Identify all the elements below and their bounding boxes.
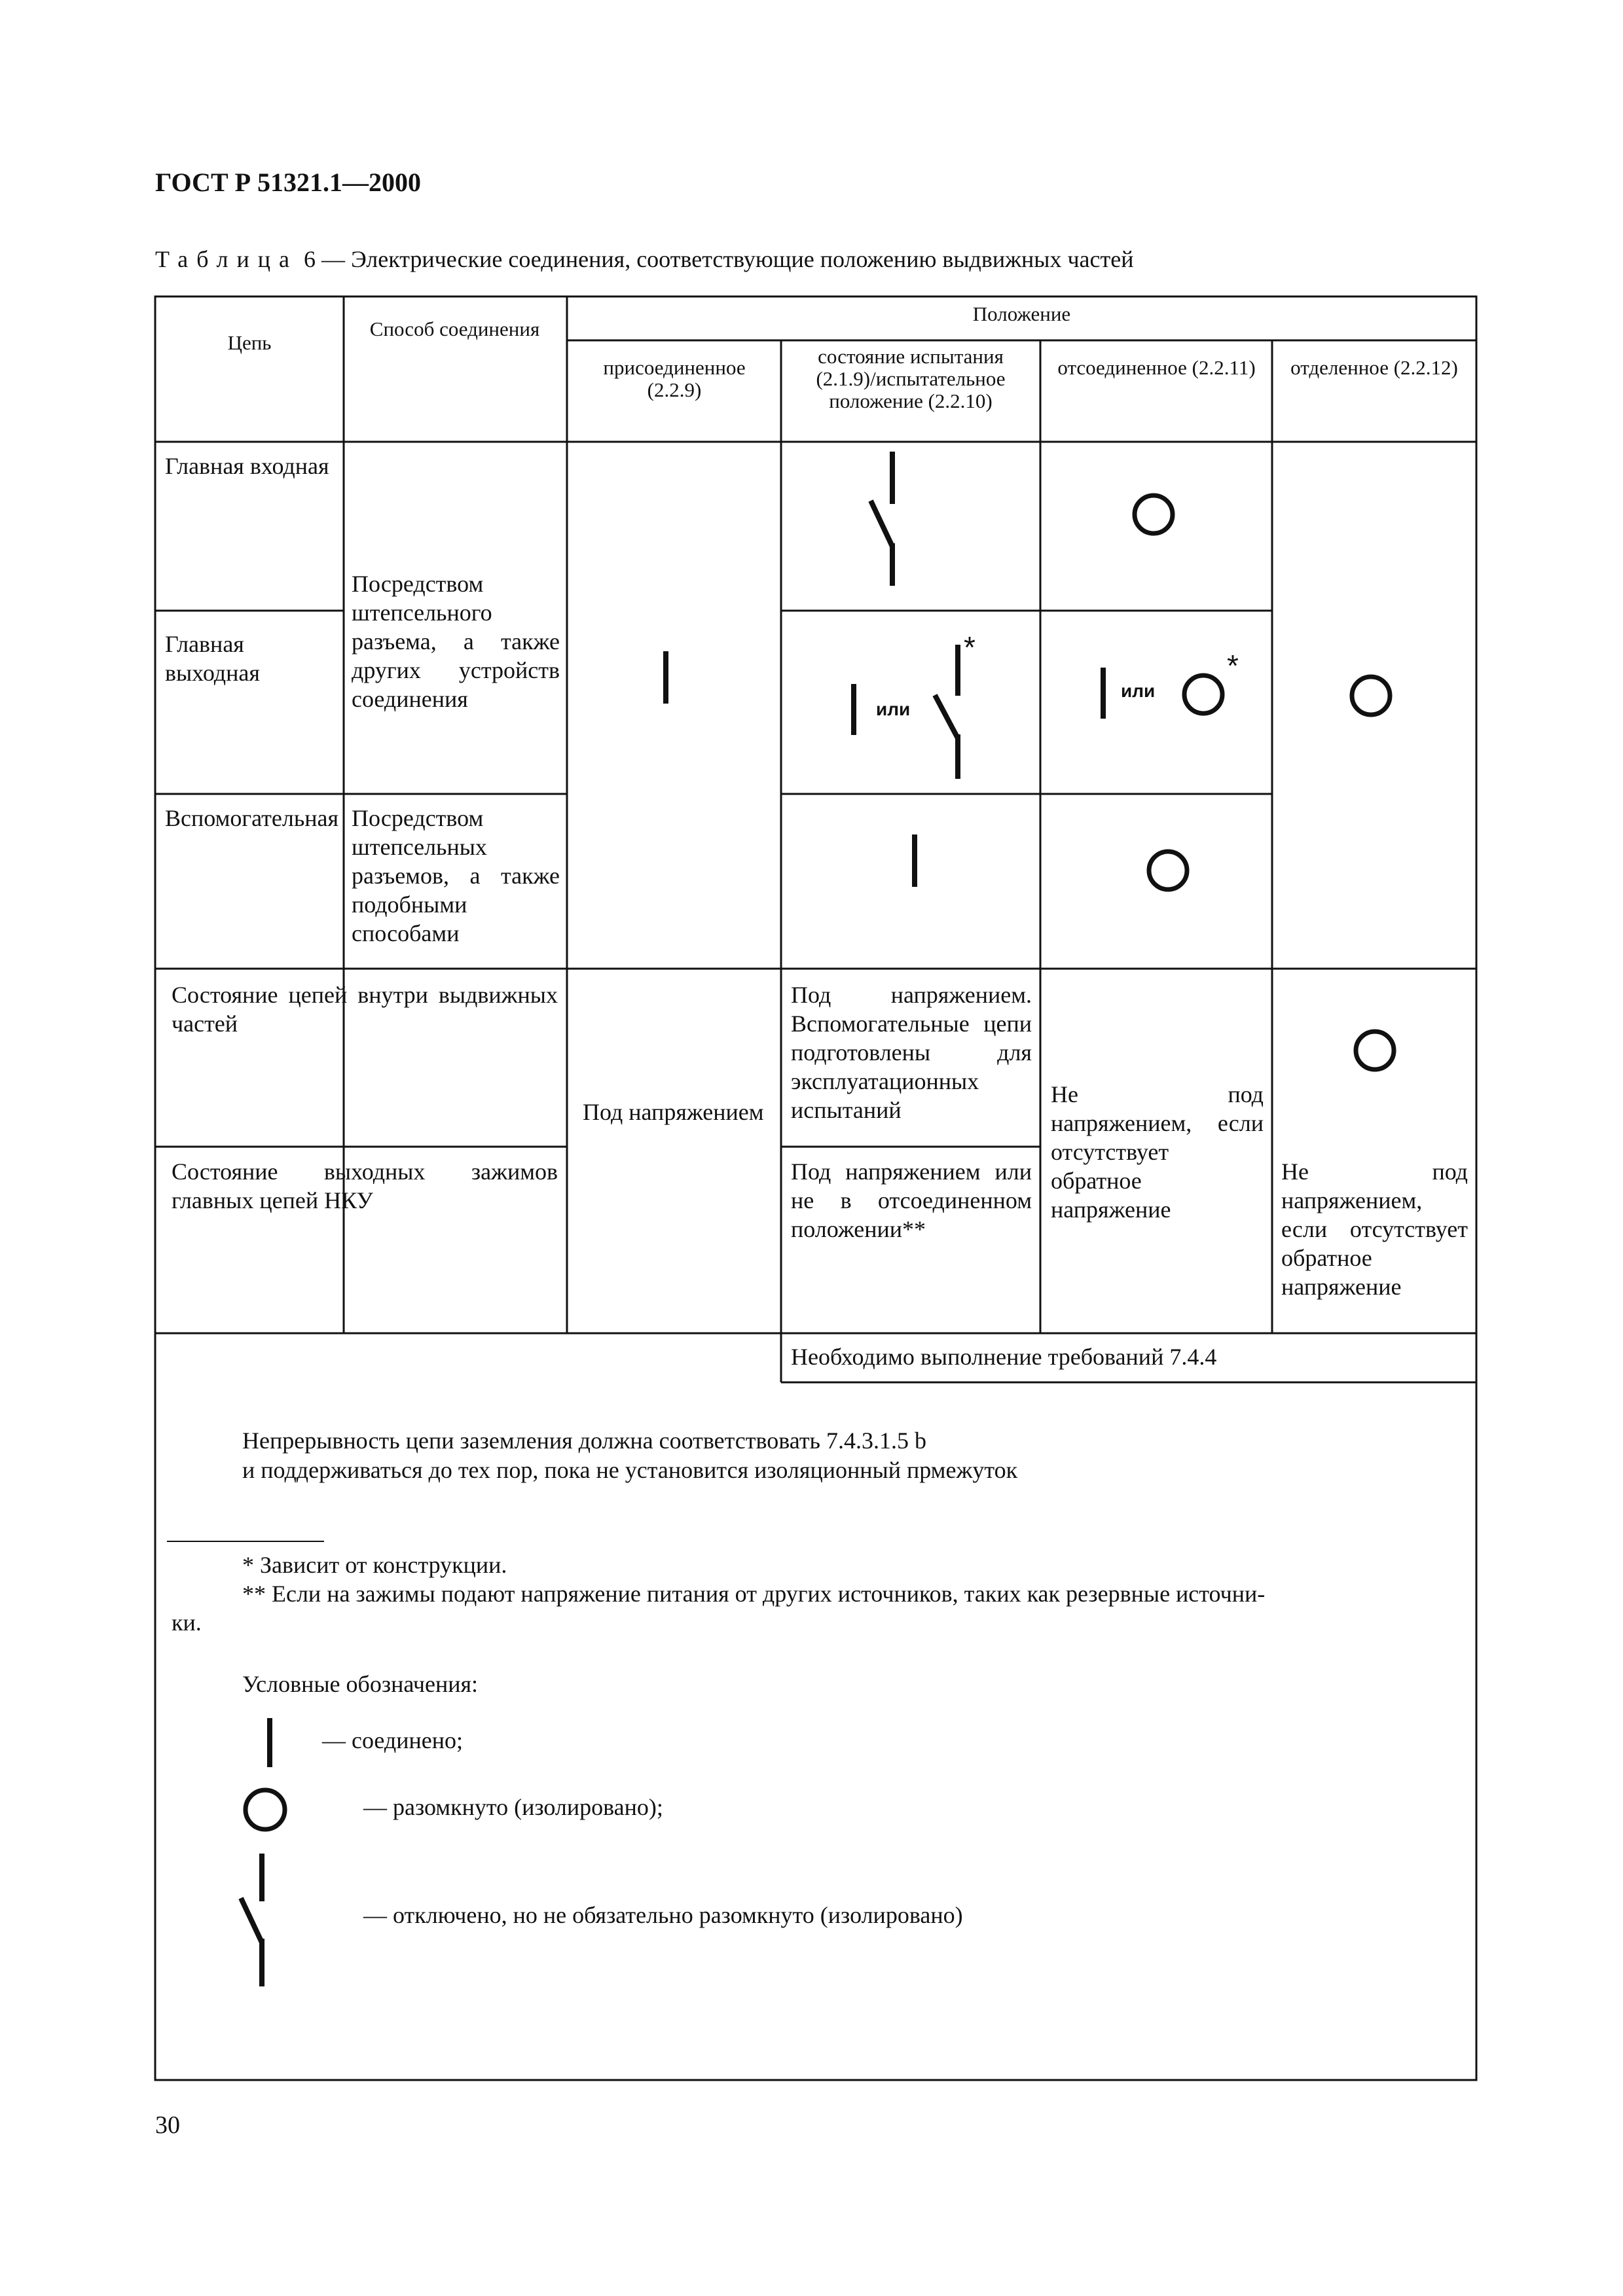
open-circle-symbol bbox=[1356, 1031, 1394, 1069]
earthing-line-1: Непрерывность цепи заземления должна соответствовать 7.4.3.1.5 b bbox=[242, 1427, 926, 1454]
footnote-2-end: ки. bbox=[172, 1609, 202, 1636]
header-position: Положение bbox=[972, 302, 1071, 325]
legend-open-text: — разомкнуто (изолировано); bbox=[363, 1794, 663, 1820]
row-state-output: Состояние выходных зажимов главных цепей НКУ bbox=[172, 1158, 558, 1213]
disconnected-state: Не под напряжением, если отсутствует обратное напряжение bbox=[1051, 1081, 1264, 1223]
row-state-inside: Состояние цепей внутри выдвижных частей bbox=[172, 982, 558, 1037]
earthing-line-2: и поддерживаться до тех пор, пока не установится изоляционный прмежуток bbox=[242, 1457, 1018, 1483]
table-caption-label: Таблица bbox=[155, 246, 298, 272]
or-label: или bbox=[1121, 681, 1156, 701]
open-circle-symbol bbox=[1149, 852, 1187, 889]
header-pos-disconnected: отсоединенное (2.2.11) bbox=[1057, 356, 1256, 379]
test-state-inside: Под напряжением. Вспомогательные цепи подготовлены для эксплуатационных испытаний bbox=[791, 982, 1032, 1123]
page-number: 30 bbox=[155, 2111, 180, 2139]
document-code: ГОСТ Р 51321.1—2000 bbox=[155, 168, 422, 197]
method-auxiliary: Посредством штепсельных разъемов, а также подобными способами bbox=[352, 805, 560, 946]
table-caption-text: 6 — Электрические соединения, соответствующие положению выдвижных частей bbox=[297, 246, 1134, 272]
switch-off-symbol bbox=[871, 452, 892, 586]
switch-off-symbol bbox=[935, 645, 958, 779]
header-pos-test: состояние испытания (2.1.9)/испытательное положение (2.2.10) bbox=[816, 345, 1006, 412]
separated-state: Не под напряжением, если отсутствует обратное напряжение bbox=[1281, 1158, 1468, 1300]
connected-state: Под напряжением bbox=[583, 1099, 764, 1125]
method-main: Посредством штепсельного разъема, а также других устройств соединения bbox=[352, 571, 560, 712]
footnote-star: * bbox=[1227, 649, 1239, 683]
header-pos-separated: отделенное (2.2.12) bbox=[1290, 356, 1458, 379]
header-connection-method: Способ соединения bbox=[369, 317, 540, 340]
test-state-output: Под напряжением или не в отсоединенном положении** bbox=[791, 1158, 1032, 1242]
open-circle-symbol bbox=[1135, 495, 1173, 533]
legend-open-symbol bbox=[246, 1790, 285, 1829]
legend-switch-symbol bbox=[241, 1854, 262, 1986]
row-main-output: Главная выходная bbox=[165, 631, 260, 686]
open-circle-symbol bbox=[1352, 677, 1390, 715]
legend-title: Условные обозначения: bbox=[242, 1671, 479, 1697]
header-pos-connected: присоединенное (2.2.9) bbox=[603, 356, 746, 401]
or-label: или bbox=[876, 699, 911, 719]
legend-connected-text: — соединено; bbox=[322, 1727, 464, 1753]
row-auxiliary: Вспомогательная bbox=[165, 805, 339, 831]
row-main-input: Главная входная bbox=[165, 453, 329, 479]
legend-off-text: — отключено, но не обязательно разомкнуто (изолировано) bbox=[363, 1902, 963, 1928]
footnote-2: ** Если на зажимы подают напряжение питания от других источников, таких как резервные источни- bbox=[242, 1581, 1266, 1607]
header-circuit: Цепь bbox=[227, 331, 272, 354]
footnote-star: * bbox=[964, 630, 976, 664]
requirement-744: Необходимо выполнение требований 7.4.4 bbox=[791, 1344, 1217, 1370]
footnote-1: * Зависит от конструкции. bbox=[242, 1552, 507, 1578]
open-circle-symbol bbox=[1184, 675, 1222, 713]
